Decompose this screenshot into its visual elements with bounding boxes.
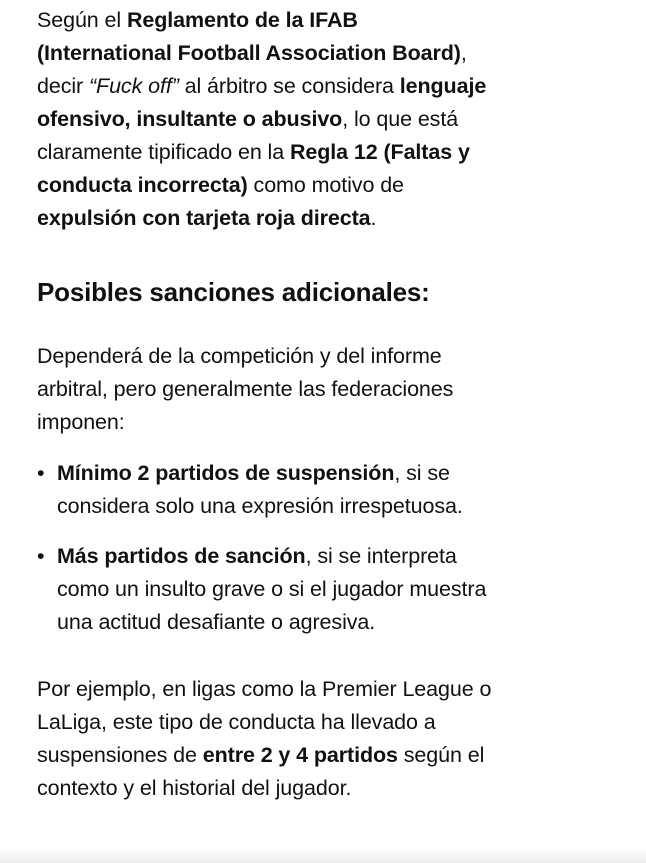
text: arbitral, pero generalmente las federaciones xyxy=(37,377,454,401)
response-text xyxy=(37,4,637,235)
text: claramente tipificado en la xyxy=(37,140,290,164)
bold-text: Reglamento de la IFAB xyxy=(126,8,358,32)
text: LaLiga, este tipo de conducta ha llevado a xyxy=(37,710,436,734)
text: suspensiones de xyxy=(37,743,203,767)
bold-text: conducta incorrecta) xyxy=(37,173,248,197)
list-item xyxy=(37,540,637,639)
bold-text: expulsión con tarjeta roja directa xyxy=(37,206,371,230)
text: una actitud desafiante o agresiva. xyxy=(57,610,376,634)
italic-quote: “Fuck off” xyxy=(88,74,179,98)
bold-text: Más partidos de sanción xyxy=(57,544,306,568)
bullet-icon: • xyxy=(37,544,45,568)
text: al árbitro se considera xyxy=(178,74,400,98)
text: , xyxy=(460,41,467,65)
text: contexto y el historial del jugador. xyxy=(37,776,352,800)
bold-text: Regla 12 (Faltas y xyxy=(289,140,470,164)
text: , si se interpreta xyxy=(305,544,457,568)
bullet-icon: • xyxy=(37,461,45,485)
section-heading: Posibles sanciones adicionales: xyxy=(37,277,430,307)
text: , lo que está xyxy=(342,107,459,131)
bold-text: lenguaje xyxy=(399,74,487,98)
list-item xyxy=(37,457,637,523)
bold-text: entre 2 y 4 partidos xyxy=(202,743,398,767)
intro-paragraph xyxy=(37,4,637,235)
text: como motivo de xyxy=(247,173,404,197)
bold-text: (International Football Association Board) xyxy=(37,41,461,65)
text: Según el xyxy=(37,8,127,32)
example-paragraph xyxy=(37,673,637,805)
bottom-edge-shadow xyxy=(0,849,646,863)
text: según el xyxy=(397,743,485,767)
text: , si se xyxy=(394,461,450,485)
text: decir xyxy=(37,74,89,98)
sanctions-paragraph xyxy=(37,340,637,439)
sanctions-list xyxy=(37,457,637,656)
bold-text: Mínimo 2 partidos de suspensión xyxy=(57,461,395,485)
text: Por ejemplo, en ligas como la Premier League o xyxy=(37,677,492,701)
text: Dependerá de la competición y del informe xyxy=(37,344,442,368)
text: imponen: xyxy=(37,410,125,434)
bold-text: ofensivo, insultante o abusivo xyxy=(37,107,343,131)
text: como un insulto grave o si el jugador muestra xyxy=(57,577,487,601)
text: considera solo una expresión irrespetuosa. xyxy=(57,494,463,518)
text: . xyxy=(370,206,377,230)
